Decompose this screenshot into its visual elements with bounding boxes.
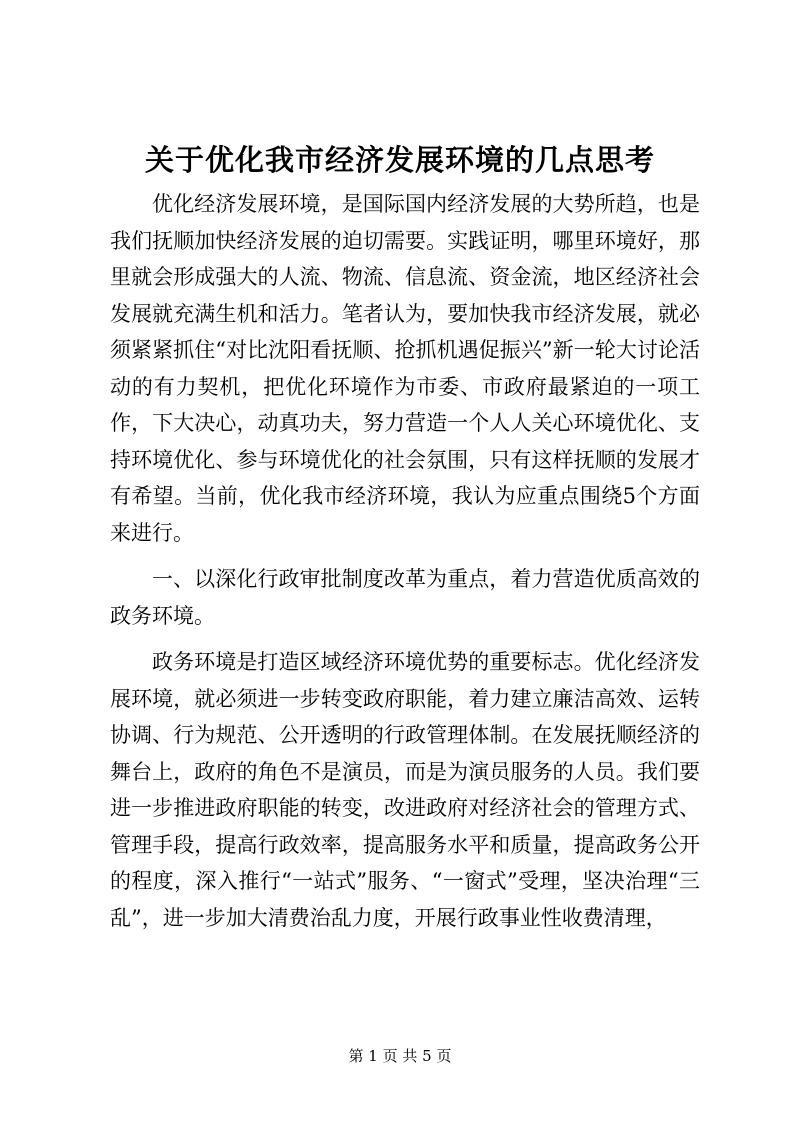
paragraph-intro: 优化经济发展环境，是国际国内经济发展的大势所趋，也是我们抚顺加快经济发展的迫切需要。实践证明，哪里环境好，那里就会形成强大的人流、物流、信息流、资金流，地区经济社会发展就充满生机和活力。笔者认为，要加快我市经济发展，就必须紧紧抓住“对比沈阳看抚顺、抢抓机遇促振兴”新一轮大讨论活动的有力契机，把优化环境作为市委、市政府最紧迫的一项工作，下大决心，动真功夫，努力营造一个人人关心环境优化、支持环境优化、参与环境优化的社会氛围，只有这样抚顺的发展才有希望。当前，优化我市经济环境，我认为应重点围绕5个方面来进行。	[110, 192, 700, 545]
document-title: 关于优化我市经济发展环境的几点思考	[144, 143, 655, 177]
document-body	[110, 186, 700, 936]
paragraph-section-heading: 一、以深化行政审批制度改革为重点，着力营造优质高效的政务环境。	[110, 567, 700, 628]
page-number-footer: 第 1 页 共 5 页	[348, 1047, 452, 1065]
paragraph-government-environment: 政务环境是打造区域经济环境优势的重要标志。优化经济发展环境，就必须进一步转变政府职能，着力建立廉洁高效、运转协调、行为规范、公开透明的行政管理体制。在发展抚顺经济的舞台上，政府的角色不是演员，而是为演员服务的人员。我们要进一步推进政府职能的转变，改进政府对经济社会的管理方式、管理手段，提高行政效率，提高服务水平和质量，提高政务公开的程度，深入推行“一站式”服务、“一窗式”受理，坚决治理“三乱”，进一步加大清费治乱力度，开展行政事业性收费清理，	[110, 650, 700, 930]
